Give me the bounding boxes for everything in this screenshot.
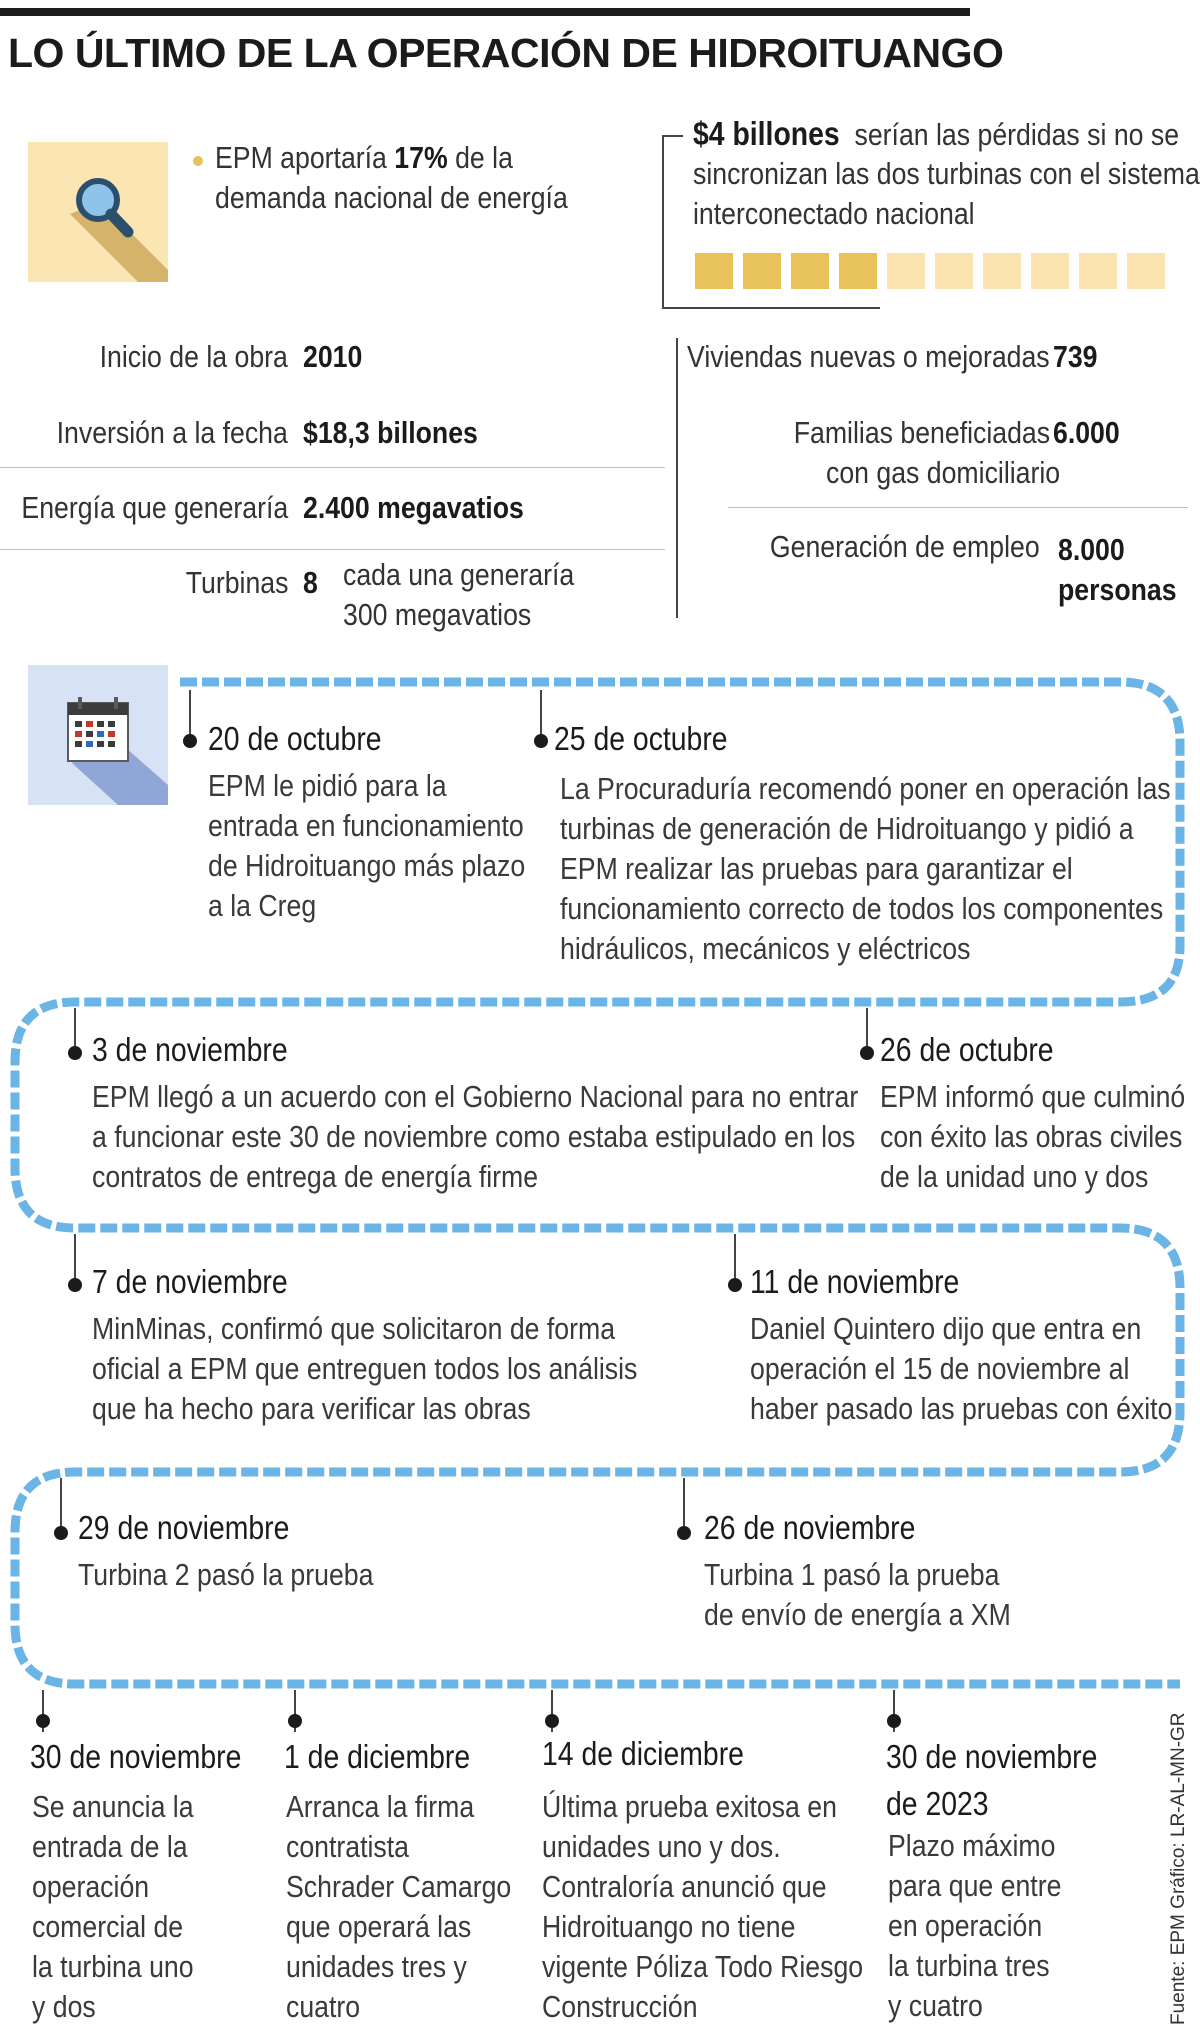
highlight-line2: demanda nacional de energía — [215, 180, 568, 215]
event-date: 14 de diciembre — [542, 1735, 744, 1772]
event-description: Última prueba exitosa en unidades uno y dos. Contraloría anunció que Hidroituango no tiene vigente Póliza Todo Riesgo Construcción — [542, 1789, 864, 2024]
losses-line1: $4 billones serían las pérdidas si no se — [693, 115, 1180, 152]
event-date: 30 de noviembre — [886, 1738, 1098, 1775]
timeline-dot — [288, 1714, 302, 1728]
stat-value: 8.000 — [1058, 532, 1125, 567]
event-date: de 2023 — [886, 1785, 989, 1822]
event-date: 30 de noviembre — [30, 1738, 242, 1775]
event-description: Se anuncia la entrada de la operación comercial de la turbina uno y dos — [32, 1789, 194, 2024]
stat-label: Energía que generaría — [21, 490, 288, 525]
timeline-stem — [189, 690, 191, 738]
event-date: 26 de noviembre — [704, 1509, 916, 1546]
page-title: LO ÚLTIMO DE LA OPERACIÓN DE HIDROITUANGO — [8, 30, 1004, 76]
highlight-text: EPM aportaría 17% de la — [215, 140, 513, 175]
event-description: La Procuraduría recomendó poner en operación las turbinas de generación de Hidroituango y pidió a EPM realizar las pruebas para garantizar el funcionamiento correcto de todos los componentes hidráulicos, mecánicos y eléctricos — [560, 771, 1171, 966]
event-description: Turbina 2 pasó la prueba — [78, 1557, 374, 1592]
stat-value: 739 — [1053, 339, 1098, 374]
timeline-dot — [534, 734, 548, 748]
stat-value: $18,3 billones — [303, 415, 478, 450]
timeline-dot — [728, 1278, 742, 1292]
event-date: 29 de noviembre — [78, 1509, 290, 1546]
stat-value: 6.000 — [1053, 415, 1120, 450]
event-description: EPM le pidió para la entrada en funcionamiento de Hidroituango más plazo a la Creg — [208, 768, 526, 923]
timeline-dot — [36, 1714, 50, 1728]
stat-value: 2.400 megavatios — [303, 490, 524, 525]
event-date: 26 de octubre — [880, 1031, 1054, 1068]
source-credit: Fuente: EPM Gráfico: LR-AL-MN-GR — [1168, 1712, 1189, 2025]
event-description: Turbina 1 pasó la prueba de envío de energía a XM — [704, 1557, 1011, 1632]
timeline-dot — [887, 1714, 901, 1728]
event-description: MinMinas, confirmó que solicitaron de forma oficial a EPM que entreguen todos los análisis que ha hecho para verificar las obras — [92, 1311, 638, 1426]
event-description: EPM llegó a un acuerdo con el Gobierno Nacional para no entrar a funcionar este 30 de noviembre como estaba estipulado en los contratos de entrega de energía firme — [92, 1079, 859, 1194]
timeline-stem — [74, 1234, 76, 1278]
stat-note: cada una generaría — [343, 557, 575, 592]
timeline-dot — [54, 1526, 68, 1540]
event-description: Plazo máximo para que entre en operación la turbina tres y cuatro — [888, 1828, 1062, 2023]
timeline-dot — [68, 1278, 82, 1292]
stat-note: con gas domiciliario — [826, 455, 1061, 490]
event-date: 1 de diciembre — [284, 1738, 471, 1775]
timeline-stem — [74, 1008, 76, 1046]
timeline-dot — [183, 734, 197, 748]
timeline-dot — [545, 1714, 559, 1728]
timeline-dot — [68, 1046, 82, 1060]
event-description: EPM informó que culminó con éxito las obras civiles de la unidad uno y dos — [880, 1079, 1186, 1194]
stat-label: Turbinas — [185, 565, 288, 600]
stat-label: Inicio de la obra — [99, 339, 288, 374]
timeline-stem — [540, 690, 542, 738]
timeline-stem — [866, 1008, 868, 1046]
stat-value: 2010 — [303, 339, 363, 374]
timeline-dot — [677, 1526, 691, 1540]
stat-label: Viviendas nuevas o mejoradas — [687, 339, 1050, 374]
stat-label: Familias beneficiadas — [793, 415, 1050, 450]
stat-value: 8 — [303, 565, 318, 600]
event-date: 7 de noviembre — [92, 1263, 288, 1300]
event-date: 11 de noviembre — [750, 1263, 960, 1300]
losses-line3: interconectado nacional — [693, 196, 975, 231]
timeline-dot — [860, 1046, 874, 1060]
event-date: 3 de noviembre — [92, 1031, 288, 1068]
stat-value: personas — [1058, 572, 1177, 607]
stat-label: Inversión a la fecha — [56, 415, 288, 450]
stat-note: 300 megavatios — [343, 597, 532, 632]
losses-line2: sincronizan las dos turbinas con el sistema — [693, 156, 1200, 191]
timeline-stem — [60, 1478, 62, 1526]
timeline-stem — [734, 1234, 736, 1278]
event-date: 20 de octubre — [208, 720, 382, 757]
event-date: 25 de octubre — [554, 720, 728, 757]
event-description: Daniel Quintero dijo que entra en operación el 15 de noviembre al haber pasado las pruebas con éxito — [750, 1311, 1173, 1426]
stat-label: Generación de empleo — [770, 529, 1040, 564]
timeline-stem — [683, 1478, 685, 1526]
event-description: Arranca la firma contratista Schrader Camargo que operará las unidades tres y cuatro — [286, 1789, 512, 2024]
